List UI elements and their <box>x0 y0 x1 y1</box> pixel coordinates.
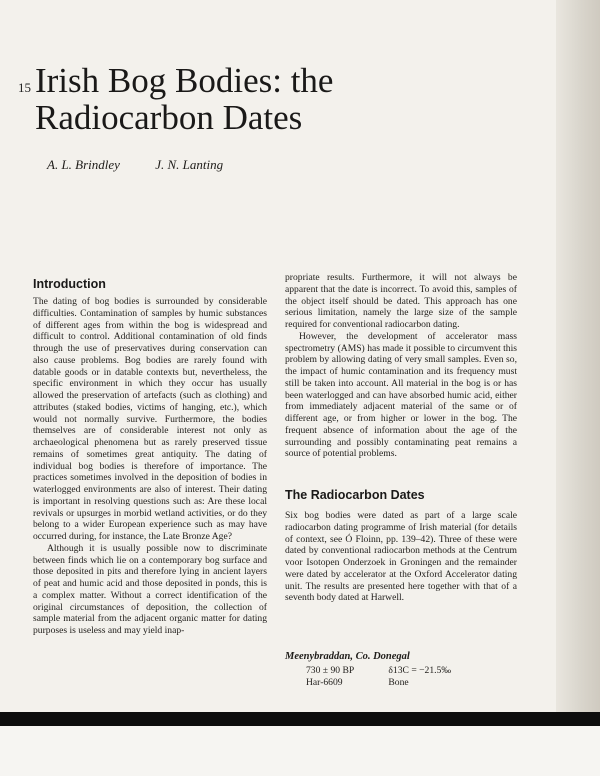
sample-detail: δ13C = −21.5‰ <box>388 665 451 676</box>
radiocarbon-section <box>285 510 517 604</box>
sample-row <box>306 677 409 688</box>
author: A. L. Brindley <box>47 157 120 172</box>
authors <box>47 157 255 173</box>
second-column <box>285 272 517 460</box>
sample-lab-code: Har-6609 <box>306 677 343 688</box>
scan-margin <box>0 726 600 776</box>
page-number: 15 <box>18 80 31 95</box>
title-line-1: Irish Bog Bodies: the <box>35 61 334 100</box>
paragraph: However, the development of accelerator mass spectrometry (AMS) has made it possible to circumvent this problem by allowing dating of very small samples. Even so, the impact of humic contamination and its frequency must still be taken into account. All material in the bog is or has been waterlogged and can have absorbed humic acid, either from immediately adjacent material of the same or of different age, or from higher or lower in the bog. The frequent absence of information about the age of the surrounding and possibly contaminating peat remains a source of potential problems. <box>285 330 517 460</box>
sample-date: 730 ± 90 BP <box>306 665 355 676</box>
author: J. N. Lanting <box>155 157 224 172</box>
paragraph: The dating of bog bodies is surrounded by considerable difficulties. Contamination of samples by humic substances of different ages from within the bog is widespread and difficult to control. Additional contamination of old finds through the use of preservatives during conservation can also cause problems. Bog bodies are rarely found with datable goods or in datable contexts but, nevertheless, the specific environment in which they occur has usually allowed the preservation of artefacts (such as clothing) and attributes (staked bodies, victims of hanging, etc.), which would not normally survive. Furthermore, the bodies themselves are of considerable interest not only as archaeological phenomena but as rarely preserved tissue remains of sometimes great antiquity. The dating of individual bog bodies is therefore of importance. The practices sometimes involved in the deposition of bodies in waterlogged environments are also of interest. Their dating is important in resolving questions such as: Are these local revivals or upsurges in morbid wetland activities, or do they belong to a wider European experience such as may have occurred during, for instance, the Late Bronze Age? <box>33 296 267 542</box>
introduction-heading: Introduction <box>33 277 106 291</box>
radiocarbon-heading: The Radiocarbon Dates <box>285 488 425 502</box>
introduction-column <box>33 296 267 637</box>
title-line-2: Radiocarbon Dates <box>35 98 303 137</box>
sample-material: Bone <box>388 677 409 688</box>
paragraph: Although it is usually possible now to discriminate between finds which lie on a contemporary bog surface and those deposited in pits and therefore lying in ancient layers of peat and humic acid and those deposited in ponds, this is a complex matter. Without a correct identification of the original circumstances of deposition, the collection of sample material from the adjacent organic matter for dating purposes is useless and may yield inap- <box>33 542 267 636</box>
article-title <box>35 62 505 136</box>
paragraph: propriate results. Furthermore, it will not always be apparent that the date is incorrect. To avoid this, samples of the object itself should be dated. This approach has one serious limitation, namely the large size of the sample required for conventional radiocarbon dating. <box>285 272 517 330</box>
scan-border <box>0 712 600 726</box>
facing-page-bleed <box>556 0 600 712</box>
paragraph: Six bog bodies were dated as part of a large scale radiocarbon dating programme of Irish material (for details of context, see Ó Floinn, pp. 139–42). Three of these were dated by conventional radiocarbon methods at the Centrum voor Isotopen Onderzoek in Groningen and the remainder were dated by accelerator at the Oxford Accelerator dating unit. The results are presented here together with that of a seventh body dated at Harwell. <box>285 510 517 604</box>
sample-row <box>306 665 451 676</box>
site-name: Meenybraddan, Co. Donegal <box>285 651 410 662</box>
